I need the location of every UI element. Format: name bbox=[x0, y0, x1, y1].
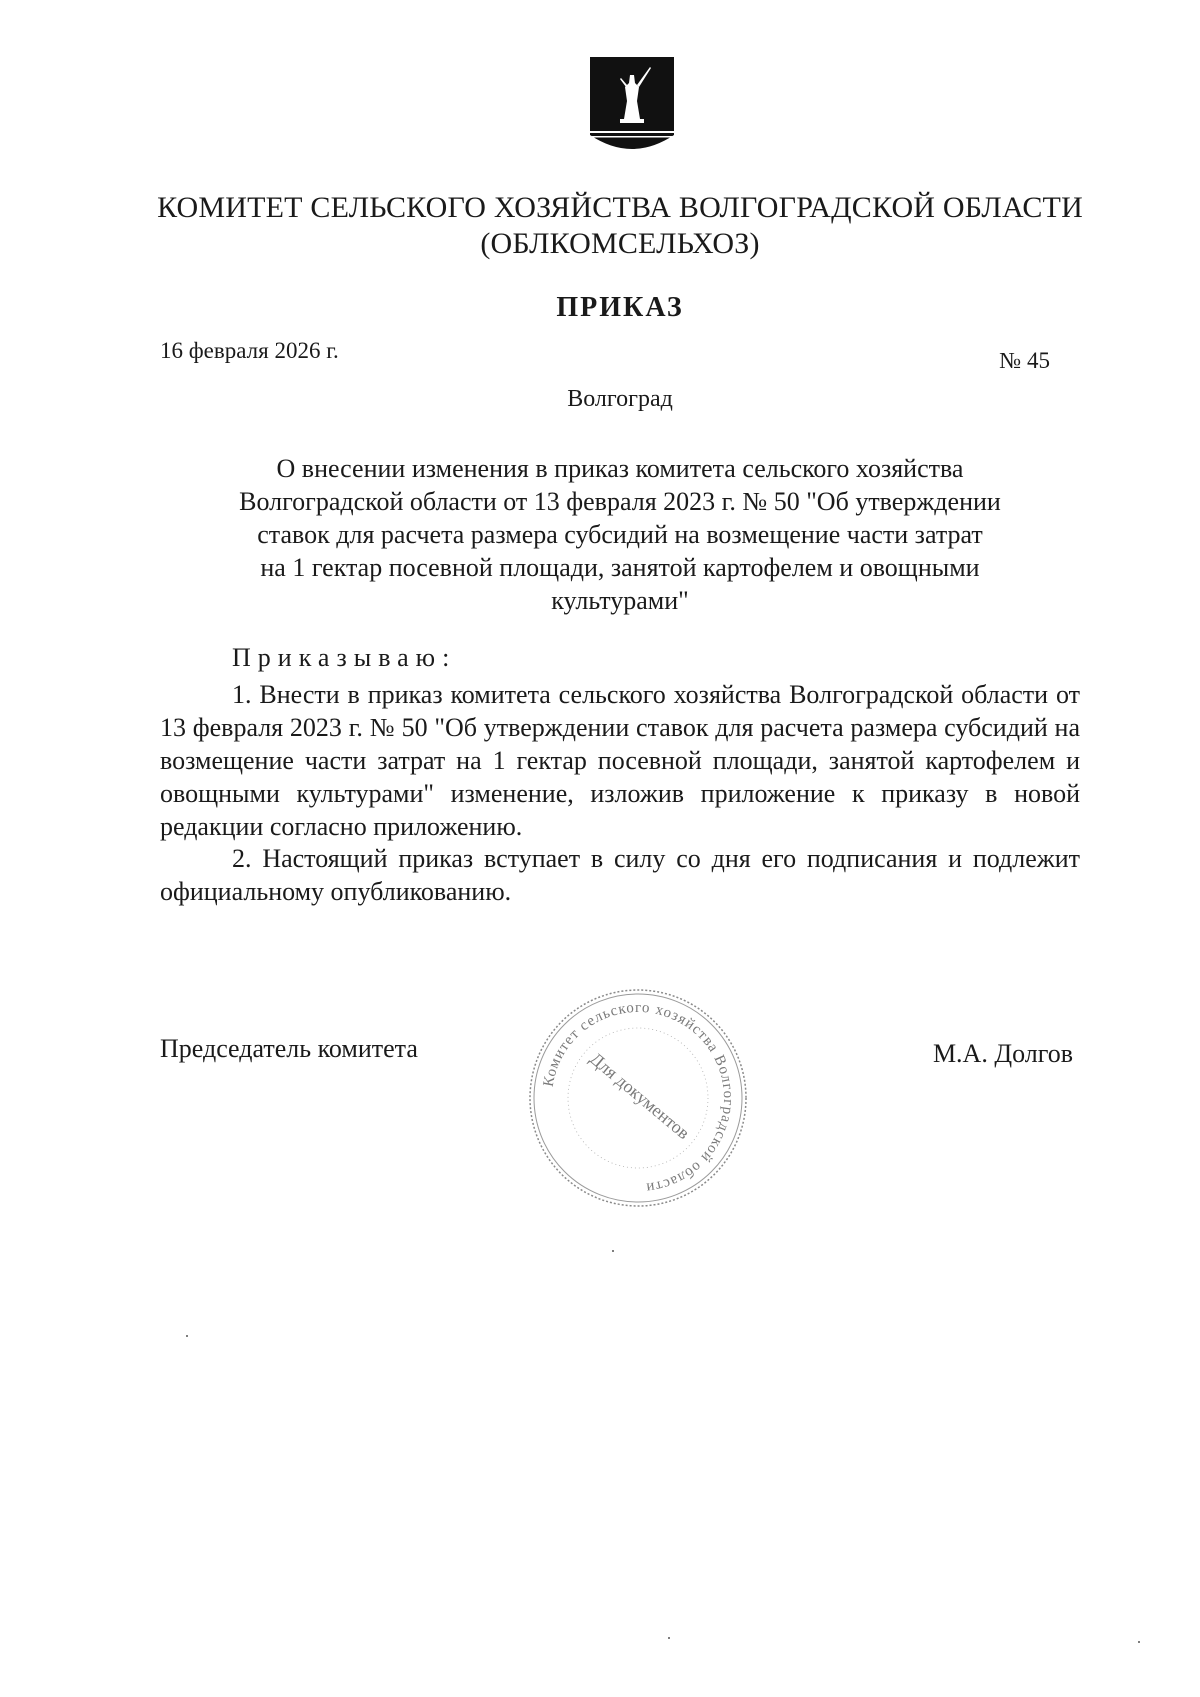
coat-of-arms-icon bbox=[590, 57, 674, 163]
seal-outer-text: Комитет сельского хозяйства Волгоградской области bbox=[540, 999, 737, 1196]
scan-speck bbox=[1138, 1641, 1140, 1643]
subject-line: О внесении изменения в приказ комитета сельского хозяйства bbox=[276, 454, 964, 483]
organization-title-line1: КОМИТЕТ СЕЛЬСКОГО ХОЗЯЙСТВА ВОЛГОГРАДСКОЙ ОБЛАСТИ bbox=[157, 191, 1083, 224]
document-date: 16 февраля 2026 г. bbox=[160, 338, 339, 363]
scan-speck bbox=[612, 1250, 614, 1252]
subject-line: культурами" bbox=[551, 586, 689, 615]
organization-title-line2: (ОБЛКОМСЕЛЬХОЗ) bbox=[480, 227, 760, 260]
signatory-role: Председатель комитета bbox=[160, 1034, 418, 1063]
document-number: № 45 bbox=[999, 348, 1050, 373]
document-type-heading: ПРИКАЗ bbox=[556, 292, 684, 323]
order-paragraph-1: 1. Внести в приказ комитета сельского хозяйства Волгоградской области от 13 февраля 2023 г. № 50 "Об утверждении ставок для расчета размера субсидий на возмещение части затрат на 1 гектар посевной площади, занятой картофелем и овощными культурами" изменение, изложив приложение к приказу в новой редакции согласно приложению. bbox=[160, 680, 1080, 841]
seal-inner-text: Для документов bbox=[586, 1048, 694, 1144]
subject-line: Волгоградской области от 13 февраля 2023 г. № 50 "Об утверждении bbox=[239, 487, 1001, 516]
order-directive-word: Приказываю: bbox=[232, 643, 457, 672]
order-paragraph-2: 2. Настоящий приказ вступает в силу со дня его подписания и подлежит официальному опубликованию. bbox=[160, 844, 1080, 906]
document-city: Волгоград bbox=[567, 386, 673, 412]
scan-speck bbox=[668, 1637, 670, 1639]
subject-line: на 1 гектар посевной площади, занятой картофелем и овощными bbox=[260, 553, 980, 582]
document-subject bbox=[180, 452, 1060, 617]
subject-line: ставок для расчета размера субсидий на возмещение части затрат bbox=[257, 520, 983, 549]
signatory-name: М.А. Долгов bbox=[932, 1039, 1073, 1068]
scan-speck bbox=[186, 1335, 188, 1337]
round-seal-icon bbox=[525, 985, 751, 1211]
